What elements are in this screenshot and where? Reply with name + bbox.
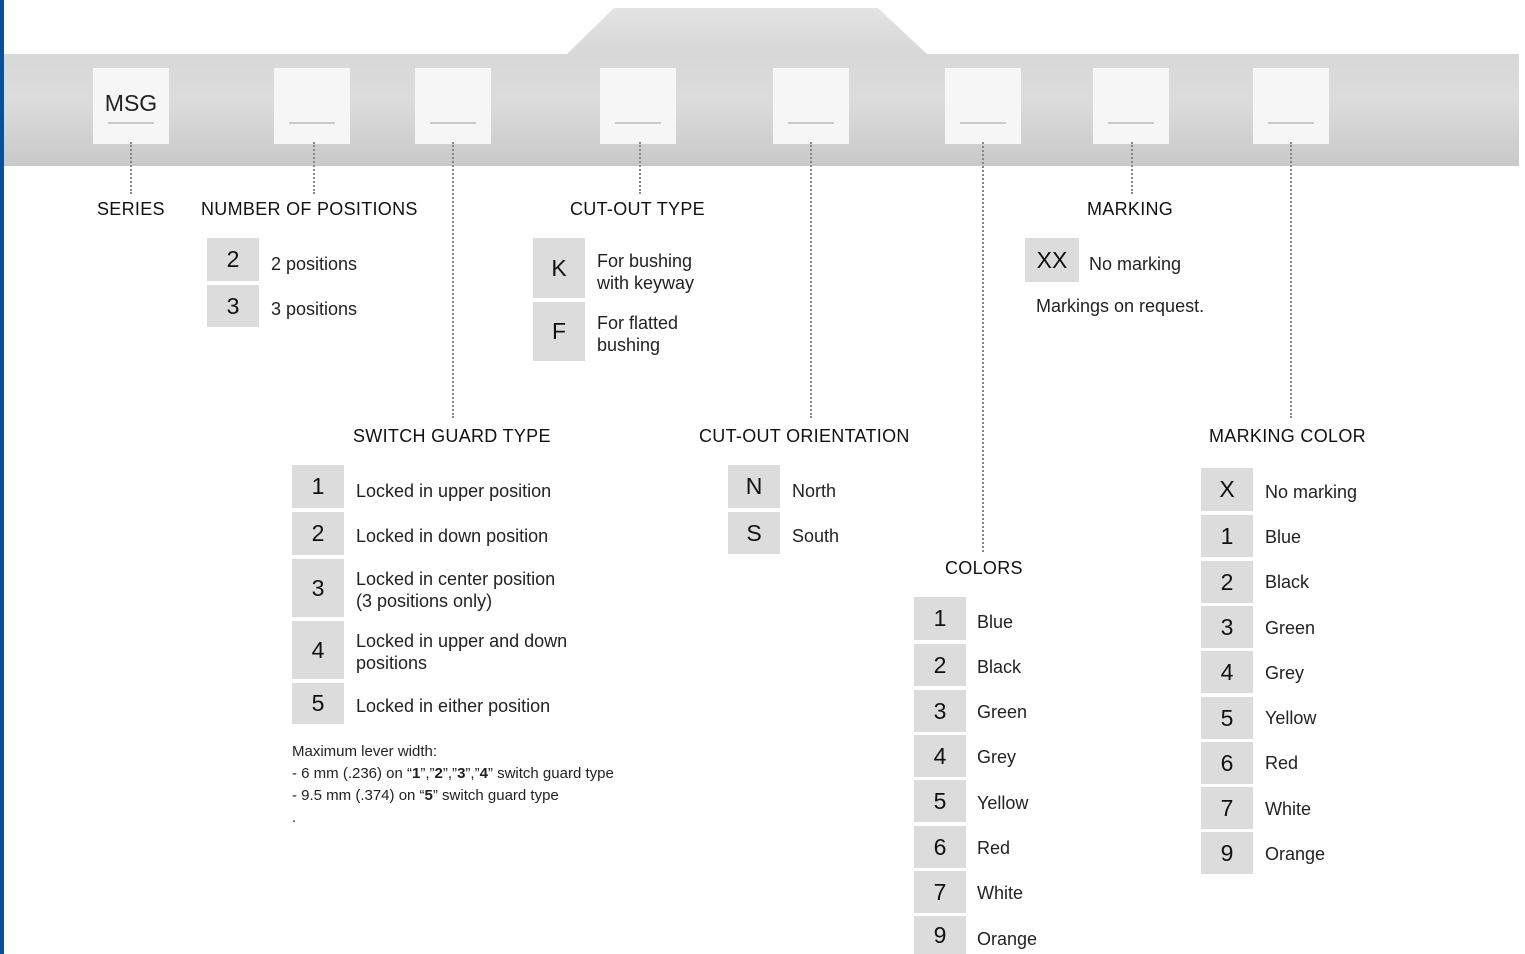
heading-cutout-type: CUT-OUT TYPE xyxy=(570,199,705,219)
code-box: 5 xyxy=(1201,697,1253,739)
connector-marking xyxy=(1131,142,1133,194)
heading-marking: MARKING xyxy=(1087,199,1174,219)
option-label-line: Locked in center position xyxy=(356,569,556,589)
code-box: N xyxy=(728,465,780,508)
code-box: 1 xyxy=(1201,515,1253,557)
note-text: ” switch guard type xyxy=(487,765,614,782)
option-label: Red xyxy=(1265,753,1299,773)
note-code: 4 xyxy=(479,765,488,782)
connector-positions xyxy=(313,142,315,194)
slot-underline xyxy=(788,122,834,124)
option-label: 3 positions xyxy=(271,299,358,319)
slot-marking xyxy=(1093,68,1169,144)
connector-colors xyxy=(982,142,984,552)
option-label: Black xyxy=(1265,572,1310,592)
code-box: 1 xyxy=(292,465,344,508)
slot-colors xyxy=(945,68,1021,144)
option-label xyxy=(356,568,555,612)
code-box: S xyxy=(728,512,780,554)
option-label-line: Locked in upper and down xyxy=(356,631,568,651)
code-box: XX xyxy=(1025,238,1079,282)
option-label: Black xyxy=(977,657,1022,677)
slot-underline xyxy=(615,122,661,124)
code-box: K xyxy=(533,238,585,298)
code-box: 3 xyxy=(1201,606,1253,648)
option-label: No marking xyxy=(1089,254,1182,274)
connector-orientation xyxy=(810,142,812,418)
note-dot: . xyxy=(292,809,297,826)
slot-underline xyxy=(1108,122,1154,124)
note-code: 3 xyxy=(457,765,466,782)
slot-underline xyxy=(960,122,1006,124)
option-label-line: bushing xyxy=(597,335,661,355)
option-label: Green xyxy=(977,702,1028,722)
option-label: Locked in upper position xyxy=(356,481,552,501)
code-box: 9 xyxy=(914,916,966,954)
option-label: Grey xyxy=(977,747,1017,767)
note-line-1 xyxy=(292,763,614,785)
option-label: Yellow xyxy=(977,793,1029,813)
series-code: MSG xyxy=(104,90,158,116)
code-box: F xyxy=(533,302,585,361)
code-box: 5 xyxy=(292,683,344,724)
slot-cutout-type xyxy=(600,68,676,144)
option-label: Blue xyxy=(1265,527,1302,547)
header-bar-raised-section xyxy=(566,8,928,55)
heading-colors: COLORS xyxy=(945,558,1023,578)
option-label xyxy=(356,630,567,674)
heading-series: SERIES xyxy=(97,199,165,219)
note-line-2 xyxy=(292,785,614,807)
note-text: ”,” xyxy=(442,765,458,782)
code-box: 1 xyxy=(914,597,966,640)
code-box: 3 xyxy=(914,690,966,732)
code-box: 3 xyxy=(207,285,259,327)
option-label: Orange xyxy=(977,929,1038,949)
option-label: North xyxy=(792,481,837,501)
lever-width-note xyxy=(292,741,614,829)
note-text: ”,” xyxy=(420,765,435,782)
code-box: 2 xyxy=(292,512,344,555)
option-label: Orange xyxy=(1265,844,1326,864)
heading-positions: NUMBER OF POSITIONS xyxy=(201,199,418,219)
slot-marking-color xyxy=(1253,68,1329,144)
code-box: 4 xyxy=(292,621,344,679)
note-code: 5 xyxy=(424,787,433,804)
option-label: Locked in down position xyxy=(356,526,549,546)
heading-guard-type: SWITCH GUARD TYPE xyxy=(353,426,551,446)
code-box: 3 xyxy=(292,559,344,617)
option-label: White xyxy=(977,883,1024,903)
code-box: 6 xyxy=(1201,742,1253,784)
option-label xyxy=(597,312,678,356)
slot-underline xyxy=(1268,122,1314,124)
note-text: - 9.5 mm (.374) on “ xyxy=(292,787,425,804)
option-label-line: positions xyxy=(356,653,428,673)
code-box: 2 xyxy=(207,238,259,281)
heading-marking-color: MARKING COLOR xyxy=(1209,426,1366,446)
option-label: White xyxy=(1265,799,1312,819)
connector-series xyxy=(130,142,132,194)
heading-orientation: CUT-OUT ORIENTATION xyxy=(699,426,910,446)
option-label-line: (3 positions only) xyxy=(356,591,493,611)
note-code: 2 xyxy=(434,765,443,782)
note-title: Maximum lever width: xyxy=(292,743,438,760)
code-box: 2 xyxy=(1201,561,1253,603)
code-box: 9 xyxy=(1201,832,1253,874)
option-label-line: For flatted xyxy=(597,313,679,333)
slot-positions xyxy=(274,68,350,144)
code-box: X xyxy=(1201,468,1253,511)
option-label: Locked in either position xyxy=(356,696,551,716)
slot-series xyxy=(93,68,169,144)
option-label: Grey xyxy=(1265,663,1305,683)
option-label: Blue xyxy=(977,612,1014,632)
option-label: No marking xyxy=(1265,482,1358,502)
option-label xyxy=(597,250,694,294)
slot-underline xyxy=(430,122,476,124)
connector-marking-color xyxy=(1290,142,1292,418)
slot-guard-type xyxy=(415,68,491,144)
code-box: 4 xyxy=(914,735,966,777)
option-label: Green xyxy=(1265,618,1316,638)
option-label-line: with keyway xyxy=(597,273,695,293)
option-label: Red xyxy=(977,838,1011,858)
code-box: 7 xyxy=(914,871,966,913)
note-text: ”,” xyxy=(465,765,480,782)
option-label: 2 positions xyxy=(271,254,358,274)
note-text: ” switch guard type xyxy=(432,787,559,804)
slot-underline xyxy=(289,122,335,124)
code-box: 5 xyxy=(914,780,966,822)
code-box: 6 xyxy=(914,826,966,868)
connector-guard-type xyxy=(452,142,454,418)
marking-note: Markings on request. xyxy=(1036,296,1205,316)
code-box: 4 xyxy=(1201,651,1253,693)
note-text: - 6 mm (.236) on “ xyxy=(292,765,413,782)
connector-cutout-type xyxy=(639,142,641,194)
note-code: 1 xyxy=(412,765,421,782)
code-box: 7 xyxy=(1201,787,1253,829)
option-label: South xyxy=(792,526,840,546)
slot-underline xyxy=(108,122,154,124)
option-label-line: For bushing xyxy=(597,251,693,271)
code-box: 2 xyxy=(914,644,966,686)
slot-orientation xyxy=(773,68,849,144)
option-label: Yellow xyxy=(1265,708,1317,728)
